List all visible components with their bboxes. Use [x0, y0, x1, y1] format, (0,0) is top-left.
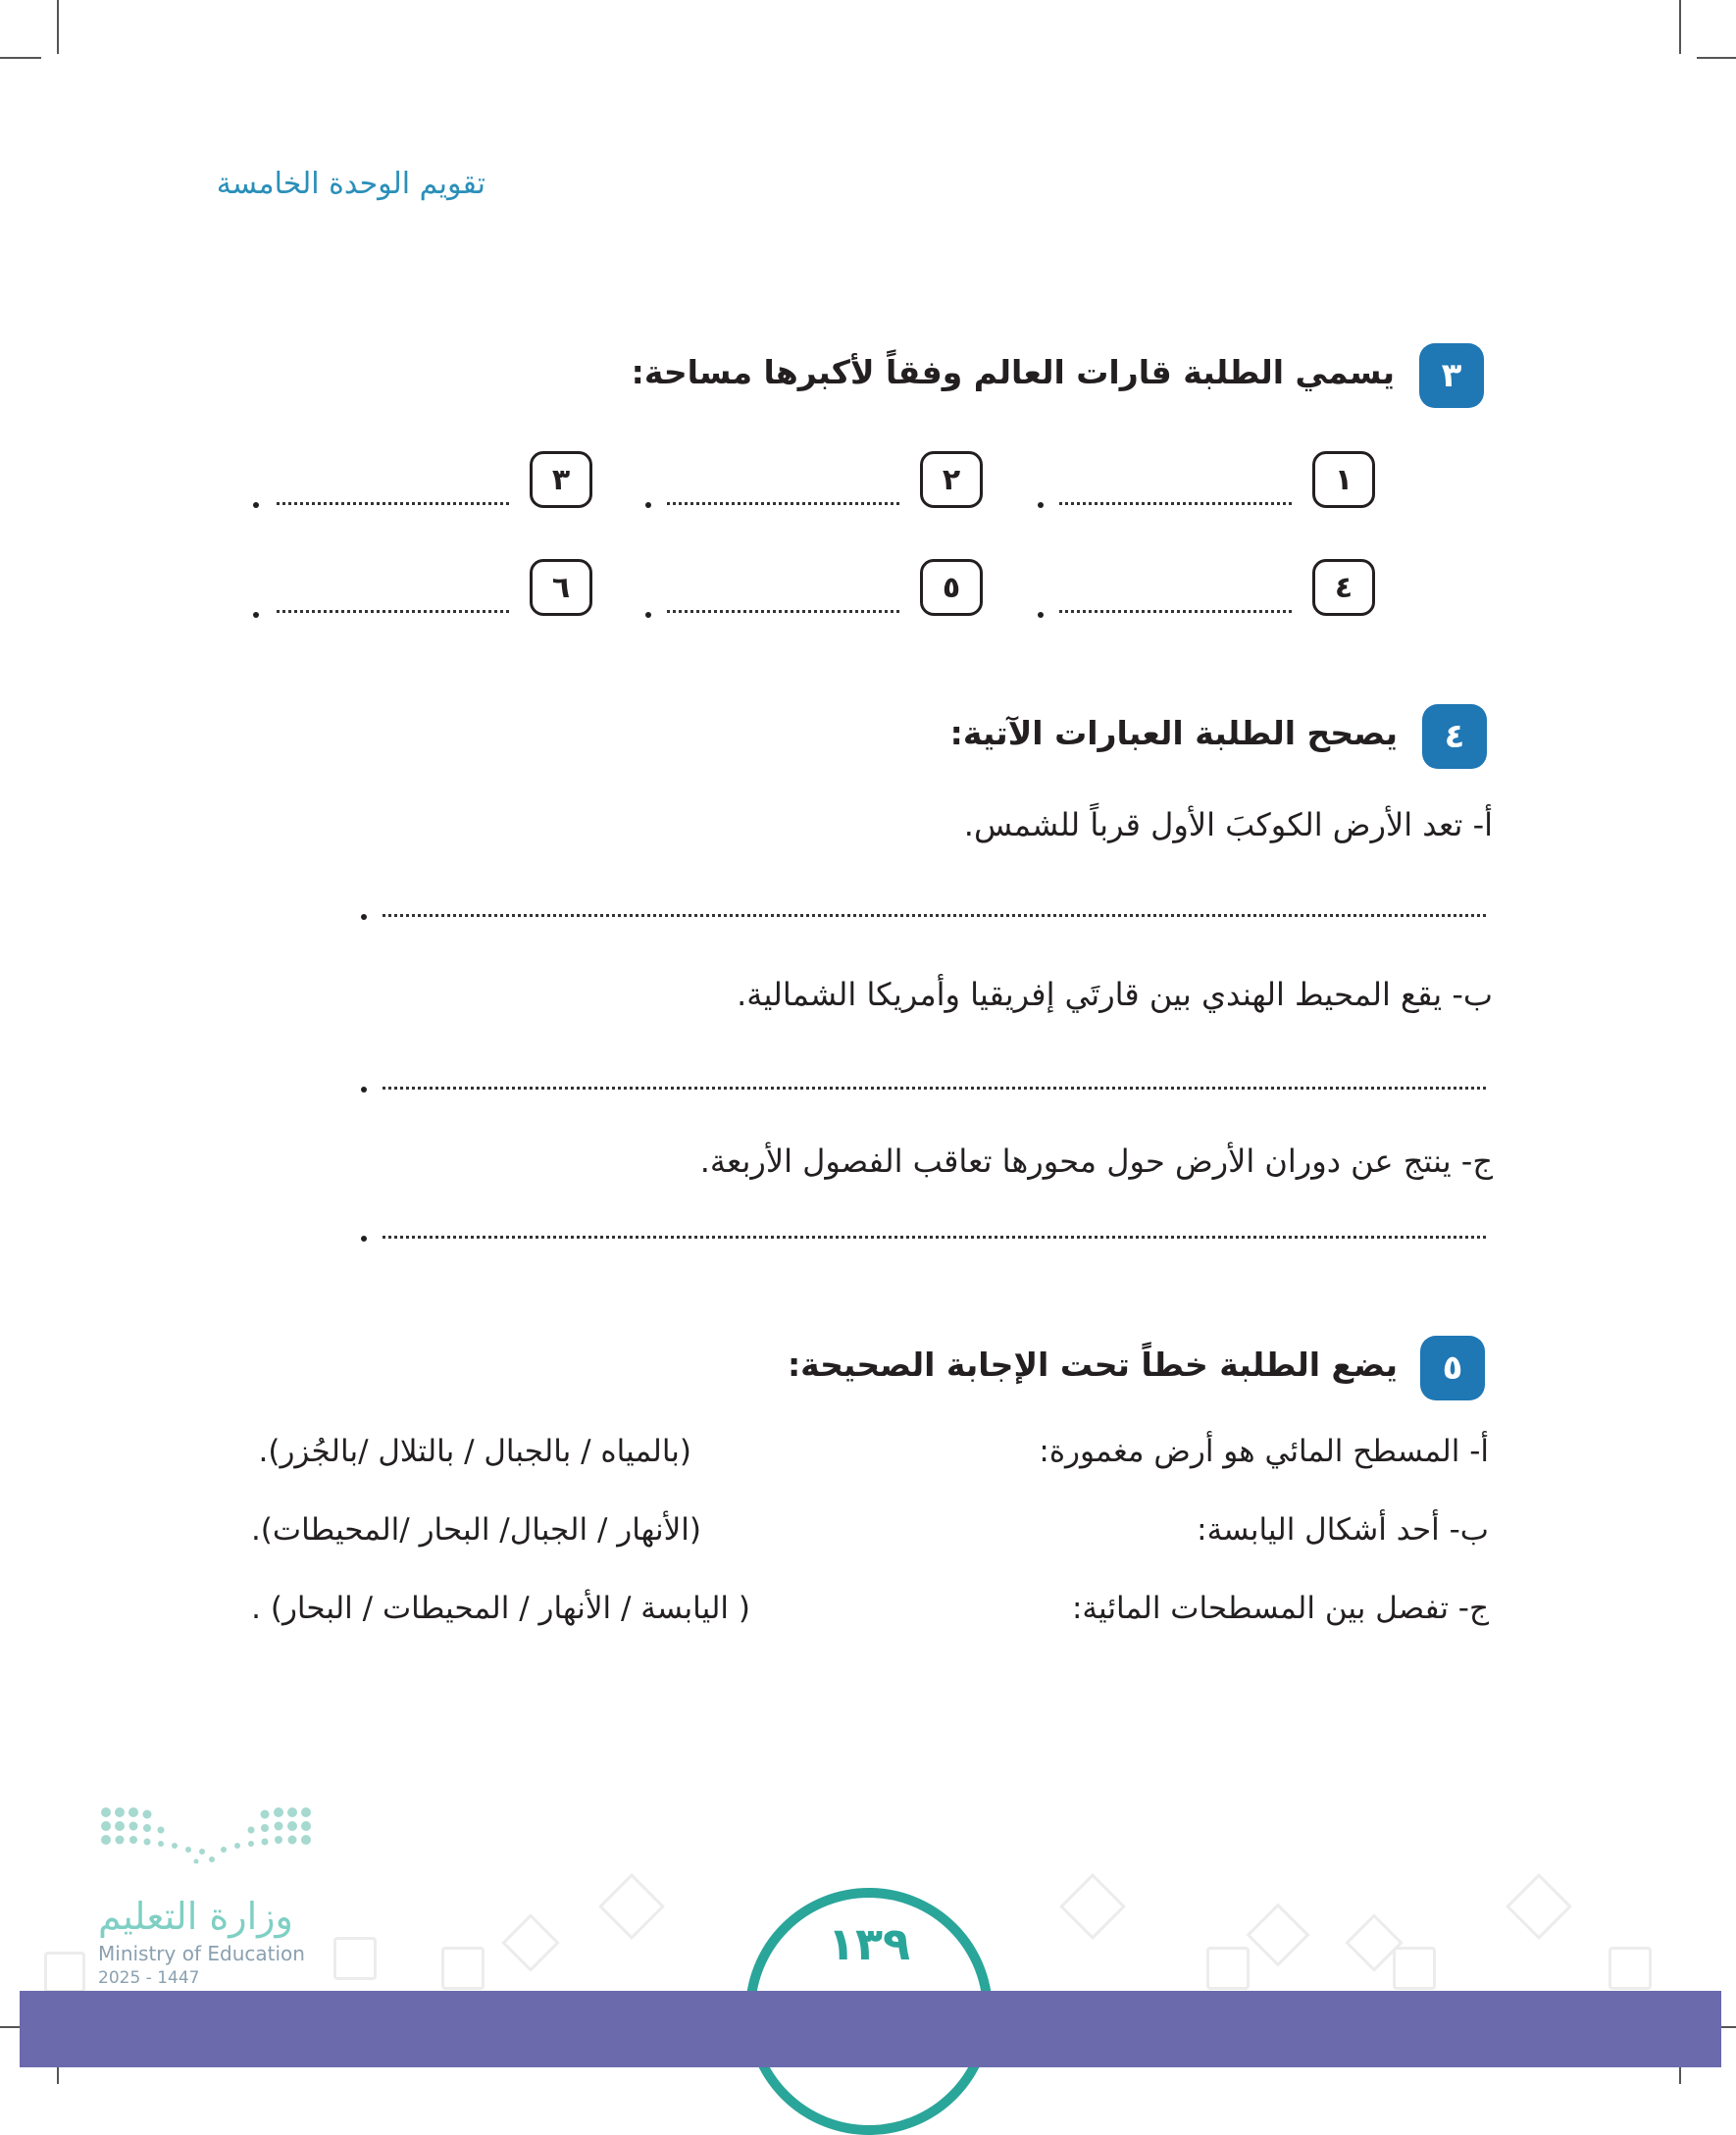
decorative-square	[1608, 1947, 1652, 1990]
question-3-title: يسمي الطلبة قارات العالم وفقاً لأكبرها مساحة:	[631, 353, 1395, 391]
correction-line-a[interactable]	[383, 914, 1486, 917]
question-5-title: يضع الطلبة خطاً تحت الإجابة الصحيحة:	[787, 1346, 1398, 1384]
decorative-square	[441, 1947, 485, 1990]
question-3-badge: ٣	[1419, 343, 1484, 408]
period-dot	[361, 1087, 367, 1093]
ministry-name-english: Ministry of Education	[98, 1942, 305, 1965]
answer-line-2[interactable]	[667, 502, 899, 505]
period-dot	[645, 612, 651, 618]
answer-box-4: ٤	[1312, 559, 1375, 616]
decorative-square	[1206, 1947, 1250, 1990]
answer-box-6: ٦	[530, 559, 592, 616]
answer-line-1[interactable]	[1059, 502, 1292, 505]
period-dot	[361, 914, 367, 920]
answer-line-3[interactable]	[277, 502, 509, 505]
footer-band	[20, 1991, 1721, 2067]
decorative-square	[333, 1937, 377, 1980]
answer-box-5: ٥	[920, 559, 983, 616]
period-dot	[1038, 612, 1044, 618]
period-dot	[253, 612, 259, 618]
ministry-year: 2025 - 1447	[98, 1968, 200, 1988]
question-4-badge: ٤	[1422, 704, 1487, 769]
answer-box-3: ٣	[530, 451, 592, 508]
ministry-name-arabic: وزارة التعليم	[98, 1895, 293, 1938]
answer-line-5[interactable]	[667, 610, 899, 613]
answer-box-2: ٢	[920, 451, 983, 508]
crop-mark	[57, 0, 59, 54]
decorative-diamond	[501, 1913, 559, 1971]
decorative-diamond	[1506, 1873, 1572, 1940]
statement-a: أ- تعد الأرض الكوكبَ الأول قرباً للشمس.	[963, 806, 1493, 843]
mcq-stem-b: ب- أحد أشكال اليابسة:	[1197, 1512, 1489, 1548]
decorative-square	[1393, 1947, 1436, 1990]
page-number: ١٣٩	[827, 1917, 911, 1970]
period-dot	[645, 502, 651, 508]
page-header-title: تقويم الوحدة الخامسة	[216, 167, 485, 201]
correction-line-c[interactable]	[383, 1236, 1486, 1239]
statement-c: ج- ينتج عن دوران الأرض حول محورها تعاقب الفصول الأربعة.	[699, 1143, 1493, 1180]
decorative-diamond	[1059, 1873, 1126, 1940]
mcq-stem-c: ج- تفصل بين المسطحات المائية:	[1071, 1591, 1489, 1626]
period-dot	[1038, 502, 1044, 508]
answer-line-4[interactable]	[1059, 610, 1292, 613]
statement-b: ب- يقع المحيط الهندي بين قارتَي إفريقيا وأمريكا الشمالية.	[737, 976, 1493, 1013]
decorative-diamond	[598, 1873, 665, 1940]
question-4-title: يصحح الطلبة العبارات الآتية:	[949, 714, 1398, 752]
period-dot	[361, 1236, 367, 1242]
answer-box-1: ١	[1312, 451, 1375, 508]
mcq-stem-a: أ- المسطح المائي هو أرض مغمورة:	[1039, 1434, 1489, 1469]
crop-mark	[0, 57, 41, 59]
decorative-diamond	[1246, 1903, 1309, 1966]
period-dot	[253, 502, 259, 508]
mcq-options-a[interactable]: (بالمياه / بالجبال / بالتلال /بالجُزر).	[258, 1434, 691, 1469]
question-5-badge: ٥	[1420, 1336, 1485, 1400]
crop-mark	[1697, 57, 1736, 59]
correction-line-b[interactable]	[383, 1087, 1486, 1090]
ministry-logo-icon	[98, 1805, 314, 1873]
mcq-options-c[interactable]: ( اليابسة / الأنهار / المحيطات / البحار) .	[251, 1591, 750, 1626]
answer-line-6[interactable]	[277, 610, 509, 613]
crop-mark	[1679, 0, 1681, 54]
mcq-options-b[interactable]: (الأنهار / الجبال/ البحار /المحيطات).	[250, 1512, 701, 1548]
decorative-square	[44, 1952, 85, 1993]
